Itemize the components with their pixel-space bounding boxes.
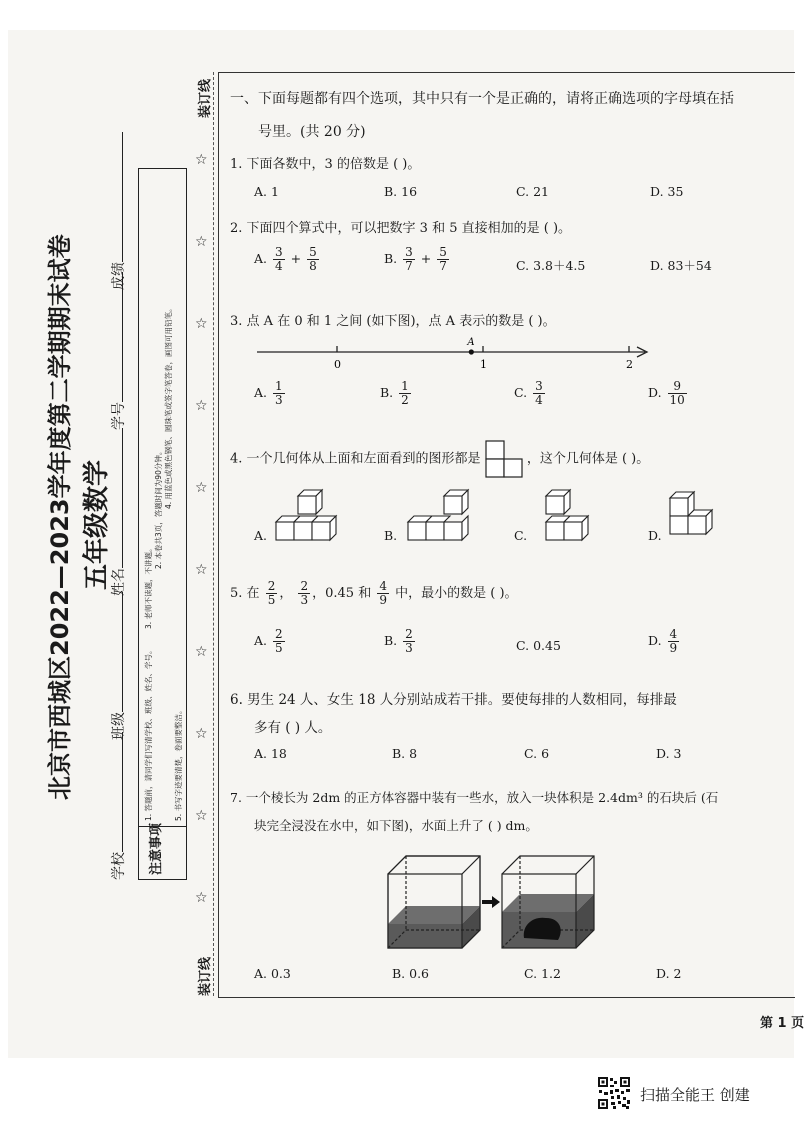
q3-option-b[interactable] xyxy=(380,380,413,407)
fraction: $\frac{5}{8}$ xyxy=(309,245,317,273)
score-label: 成绩 xyxy=(111,262,127,290)
q6-option-d[interactable]: D. 3 xyxy=(656,746,682,761)
q7-option-b[interactable]: B. 0.6 xyxy=(392,966,430,981)
cube-figure-c xyxy=(532,488,596,546)
fraction: $\frac{1}{2}$ xyxy=(401,379,409,407)
q5-option-c[interactable]: C. 0.45 xyxy=(516,638,561,653)
binding-dashed-line xyxy=(213,72,214,996)
separator: ， xyxy=(279,586,293,601)
option-letter: D. xyxy=(648,385,662,400)
name-label: 姓名 xyxy=(111,568,127,596)
option-letter: C. xyxy=(514,528,528,543)
binding-line-bottom: 装订线 xyxy=(198,956,213,996)
fraction: $\frac{3}{4}$ xyxy=(275,245,283,273)
q1-option-d[interactable]: D. 35 xyxy=(650,184,684,199)
star-icon: ☆ xyxy=(195,480,208,496)
q1-text: 1. 下面各数中，3 的倍数是 ( )。 xyxy=(230,157,421,172)
option-letter: A. xyxy=(254,251,268,266)
star-icon: ☆ xyxy=(195,398,208,414)
q1-option-a[interactable]: A. 1 xyxy=(254,184,279,199)
arrow-icon xyxy=(482,896,500,908)
star-icon: ☆ xyxy=(195,644,208,660)
q4-option-b[interactable] xyxy=(384,488,480,546)
q3-option-a[interactable] xyxy=(254,380,287,407)
tick-label-2: 2 xyxy=(626,358,633,371)
note-2: 2. 本卷共3页，答题时间为90分钟。 xyxy=(154,447,163,569)
point-a-marker xyxy=(469,349,474,354)
tick-label-0: 0 xyxy=(334,358,341,371)
fraction: $\frac{2}{5}$ xyxy=(267,579,276,607)
q6-option-b[interactable]: B. 8 xyxy=(392,746,418,761)
option-letter: A. xyxy=(254,633,268,648)
star-icon: ☆ xyxy=(195,152,208,168)
number-line xyxy=(255,334,655,374)
option-letter: D. xyxy=(648,528,662,543)
binding-line-top: 装订线 xyxy=(198,78,213,118)
q3-option-d[interactable] xyxy=(648,380,689,407)
fraction: $\frac{2}{3}$ xyxy=(405,627,413,655)
cube-figure-b xyxy=(402,488,482,546)
q4-text-after: ，这个几何体是 ( )。 xyxy=(526,451,650,467)
student-id-field[interactable] xyxy=(108,272,128,430)
q2-option-a[interactable] xyxy=(254,246,321,273)
q1-option-b[interactable]: B. 16 xyxy=(384,184,418,199)
option-letter: B. xyxy=(384,633,398,648)
star-icon: ☆ xyxy=(195,890,208,906)
q6-option-a[interactable]: A. 18 xyxy=(254,746,287,761)
q5-text-part: ，0.45 和 xyxy=(312,586,372,601)
score-field[interactable] xyxy=(108,132,128,290)
notes-title: 注意事项 xyxy=(149,822,164,875)
q7-option-c[interactable]: C. 1.2 xyxy=(524,966,561,981)
option-letter: B. xyxy=(384,251,398,266)
tick-label-1: 1 xyxy=(480,358,487,371)
option-letter: D. xyxy=(648,633,662,648)
fraction: $\frac{5}{7}$ xyxy=(439,245,447,273)
q3-option-c[interactable] xyxy=(514,380,547,407)
q3-text: 3. 点 A 在 0 和 1 之间 (如下图)，点 A 表示的数是 ( )。 xyxy=(230,314,556,329)
plus-sign: + xyxy=(290,251,302,266)
option-letter: B. xyxy=(380,385,394,400)
student-id-label: 学号 xyxy=(111,402,127,430)
q6-text-line2: 多有 ( ) 人。 xyxy=(254,720,332,736)
q2-option-d[interactable]: D. 83＋54 xyxy=(650,258,712,273)
q5-text-part: 5. 在 xyxy=(230,586,260,601)
fraction: $\frac{1}{3}$ xyxy=(275,379,283,407)
option-letter: A. xyxy=(254,528,268,543)
fraction: $\frac{4}{9}$ xyxy=(669,627,678,655)
star-icon: ☆ xyxy=(195,808,208,824)
notes-box xyxy=(138,168,187,880)
q4-text xyxy=(230,440,649,478)
q6-text-line1: 6. 男生 24 人、女生 18 人分别站成若干排。要使每排的人数相同，每排最 xyxy=(230,692,677,708)
cube-figure-a xyxy=(270,488,346,546)
fraction: $\frac{2}{3}$ xyxy=(300,579,309,607)
q4-option-d[interactable] xyxy=(648,488,728,546)
water-container-figure xyxy=(384,852,594,952)
star-icon: ☆ xyxy=(195,562,208,578)
q7-text-line1: 7. 一个棱长为 2dm 的正方体容器中装有一些水，放入一块体积是 2.4dm³ 的石块后 (石 xyxy=(230,790,719,805)
fraction: $\frac{3}{7}$ xyxy=(405,245,413,273)
q1-option-c[interactable]: C. 21 xyxy=(516,184,549,199)
class-label: 班级 xyxy=(111,712,127,740)
q2-text: 2. 下面四个算式中，可以把数字 3 和 5 直接相加的是 ( )。 xyxy=(230,221,572,236)
q5-text-part: 中，最小的数是 ( )。 xyxy=(395,586,518,601)
page-number: 第 1 页 xyxy=(760,1016,804,1031)
note-1: 1. 答题前，请同学们写清学校、班级、姓名、学号。 xyxy=(144,646,153,821)
cube-figure-d xyxy=(664,488,728,546)
q5-text xyxy=(230,580,518,607)
scanner-watermark: 扫描全能王 创建 xyxy=(640,1086,750,1104)
q5-option-b[interactable] xyxy=(384,628,417,655)
q6-option-c[interactable]: C. 6 xyxy=(524,746,550,761)
fraction: $\frac{4}{9}$ xyxy=(379,579,387,607)
exam-title: 北京市西城区2022—2023学年度第二学期期末试卷 xyxy=(46,234,74,800)
note-4: 4. 用蓝色或黑色钢笔、圆珠笔或签字笔答卷，画图可用铅笔。 xyxy=(164,304,173,509)
option-letter: C. xyxy=(514,385,528,400)
qr-code-icon xyxy=(597,1076,631,1110)
view-shape-icon xyxy=(485,440,523,478)
option-letter: B. xyxy=(384,528,398,543)
fraction: $\frac{3}{4}$ xyxy=(535,379,543,407)
star-icon: ☆ xyxy=(195,234,208,250)
q4-option-a[interactable] xyxy=(254,488,344,546)
q7-text-line2: 块完全浸没在水中，如下图)，水面上升了 ( ) dm。 xyxy=(254,818,538,833)
section-heading-line1: 一、下面每题都有四个选项，其中只有一个是正确的，请将正确选项的字母填在括 xyxy=(230,91,734,107)
q5-option-d[interactable] xyxy=(648,628,681,655)
q2-option-c[interactable]: C. 3.8＋4.5 xyxy=(516,258,586,273)
point-a-label: A xyxy=(467,337,475,348)
school-label: 学校 xyxy=(111,852,127,880)
fraction: $\frac{2}{5}$ xyxy=(275,627,283,655)
subject-title: 五年级数学 xyxy=(82,459,112,590)
class-field[interactable] xyxy=(108,592,128,740)
q2-option-b[interactable] xyxy=(384,246,451,273)
name-field[interactable] xyxy=(108,428,128,596)
school-field[interactable] xyxy=(108,732,128,880)
option-letter: A. xyxy=(254,385,268,400)
plus-sign: + xyxy=(420,251,432,266)
fraction: $\frac{9}{10}$ xyxy=(669,379,685,407)
q5-option-a[interactable] xyxy=(254,628,287,655)
star-icon: ☆ xyxy=(195,316,208,332)
star-icon: ☆ xyxy=(195,726,208,742)
q7-option-d[interactable]: D. 2 xyxy=(656,966,682,981)
section-heading-line2: 号里。(共 20 分) xyxy=(258,124,366,140)
q4-option-c[interactable] xyxy=(514,488,594,546)
q7-option-a[interactable]: A. 0.3 xyxy=(254,966,291,981)
note-5: 5. 书写字迹要清楚，卷面要整洁。 xyxy=(174,706,183,821)
q4-text-before: 4. 一个几何体从上面和左面看到的图形都是 xyxy=(230,451,481,467)
note-3: 3. 老师不读题，不讲题。 xyxy=(144,544,153,629)
